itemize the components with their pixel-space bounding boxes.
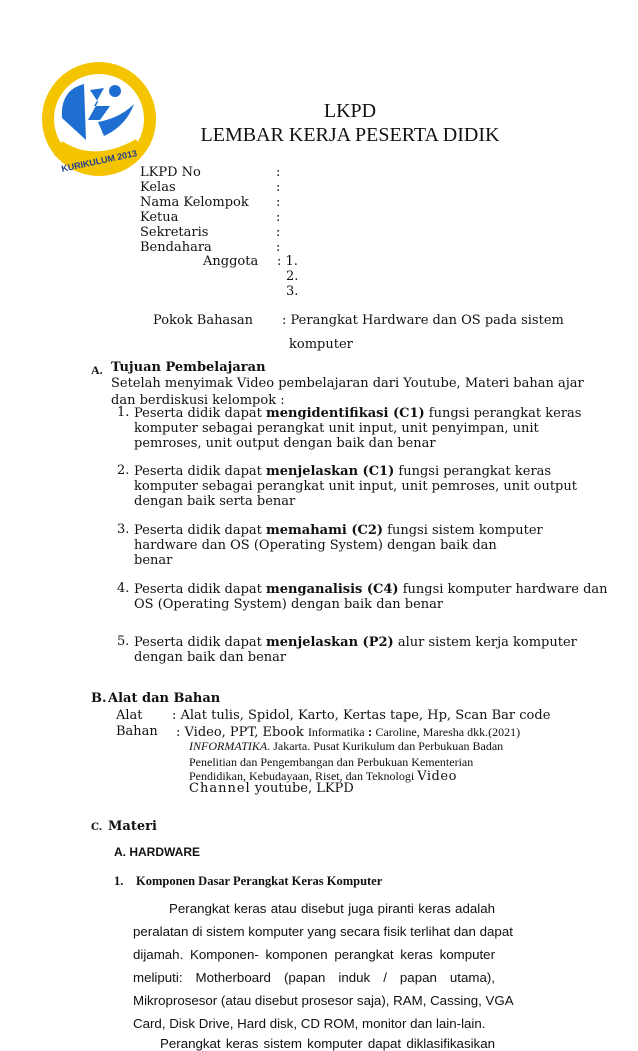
field-value: : [276,240,281,255]
field-label: Bendahara [140,240,212,255]
pokok-bahasan-value: : Perangkat Hardware dan OS pada sistem [282,313,564,328]
bahan-value-line5: Channel youtube, LKPD [189,781,354,796]
anggota-item-1: : 1. [277,254,298,269]
section-a-letter: A. [91,363,103,377]
bahan-value: : Video, PPT, Ebook Informatika : Caroline, Maresha dkk.(2021) [176,724,521,740]
materi-line-2: peralatan di sistem komputer yang secara fisik terlihat dan dapat [133,924,513,939]
section-c-letter: C. [91,822,103,833]
item-number: 1. [114,874,124,888]
goal-5: Peserta didik dapat menjelaskan (P2) alur sistem kerja komputer [134,635,577,650]
goal-2-line2: komputer sebagai perangkat unit input, unit pemroses, unit output [134,479,577,494]
field-value: : [276,165,281,180]
goal-number: 1. [117,405,130,420]
alat-label: Alat [116,708,143,723]
section-a-intro: Setelah menyimak Video pembelajaran dari Youtube, Materi bahan ajar [111,376,584,391]
goal-number: 5. [117,634,130,649]
goal-4: Peserta didik dapat menganalisis (C4) fungsi komputer hardware dan [134,582,608,597]
section-b-title: Alat dan Bahan [108,691,221,706]
materi-line-3: dijamah. Komponen- komponen perangkat keras komputer [133,947,495,962]
anggota-label: Anggota [203,254,259,269]
pokok-bahasan-value-cont: komputer [289,337,353,352]
field-label: Sekretaris [140,225,209,240]
goal-number: 3. [117,522,130,537]
materi-line-4: meliputi: Motherboard (papan induk / papan utama), [133,970,495,985]
page-title: LKPD [323,100,377,122]
field-sekretaris [140,225,280,240]
materi-line-7: Perangkat keras sistem komputer dapat diklasifikasikan [160,1036,495,1051]
goal-5-line2: dengan baik dan benar [134,650,287,665]
field-label: Nama Kelompok [140,195,249,210]
field-kelas [140,180,280,195]
field-value: : [276,225,281,240]
field-bendahara [140,240,280,255]
field-ketua [140,210,280,225]
goal-3: Peserta didik dapat memahami (C2) fungsi sistem komputer [134,523,543,538]
field-value: : [276,195,281,210]
goal-number: 2. [117,463,130,478]
goal-3-line3: benar [134,553,173,568]
materi-line-1: Perangkat keras atau disebut juga piranti keras adalah [169,901,495,916]
field-lkpd-no [140,165,280,180]
section-a-intro-cont: dan berdiskusi kelompok : [111,393,285,408]
hardware-heading: A. HARDWARE [114,845,200,859]
bahan-value-line2: INFORMATIKA. Jakarta. Pusat Kurikulum dan Perbukuan Badan [189,739,504,753]
goal-3-line2: hardware dan OS (Operating System) dengan baik dan [134,538,497,553]
materi-line-6: Card, Disk Drive, Hard disk, CD ROM, monitor dan lain-lain. [133,1016,486,1031]
goal-2: Peserta didik dapat menjelaskan (C1) fungsi perangkat keras [134,464,552,479]
bahan-value-line3: Penelitian dan Pengembangan dan Perbukuan Kementerian [189,755,474,769]
field-label: LKPD No [140,165,201,180]
section-b-letter: B. [91,691,107,706]
field-value: : [276,180,281,195]
bahan-value-line4: Pendidikan, Kebudayaan, Riset, dan Teknologi Video [189,769,457,784]
goal-1: Peserta didik dapat mengidentifikasi (C1) fungsi perangkat keras [134,406,582,421]
page-subtitle: LEMBAR KERJA PESERTA DIDIK [200,124,500,146]
goal-number: 4. [117,581,130,596]
pokok-bahasan-label: Pokok Bahasan [153,313,253,328]
anggota-item-2: 2. [286,269,299,284]
goal-1-line2: komputer sebagai perangkat unit input, unit penyimpan, unit [134,421,539,436]
logo-text: KURIKULUM 2013 [60,148,138,174]
field-value: : [276,210,281,225]
bahan-label: Bahan [116,724,158,739]
goal-4-line2: OS (Operating System) dengan baik dan benar [134,597,444,612]
field-nama-kelompok [140,195,280,210]
materi-line-5: Mikroprosesor (atau disebut prosesor saja), RAM, Cassing, VGA [133,993,514,1008]
section-a-title: Tujuan Pembelajaran [111,360,266,375]
alat-value: : Alat tulis, Spidol, Karto, Kertas tape, Hp, Scan Bar code [172,708,551,723]
goal-1-line3: pemroses, unit output dengan baik dan benar [134,436,436,451]
field-label: Kelas [140,180,176,195]
field-label: Ketua [140,210,179,225]
item-title: Komponen Dasar Perangkat Keras Komputer [136,874,383,888]
goal-2-line3: dengan baik serta benar [134,494,296,509]
anggota-item-3: 3. [286,284,299,299]
section-c-title: Materi [108,819,157,834]
